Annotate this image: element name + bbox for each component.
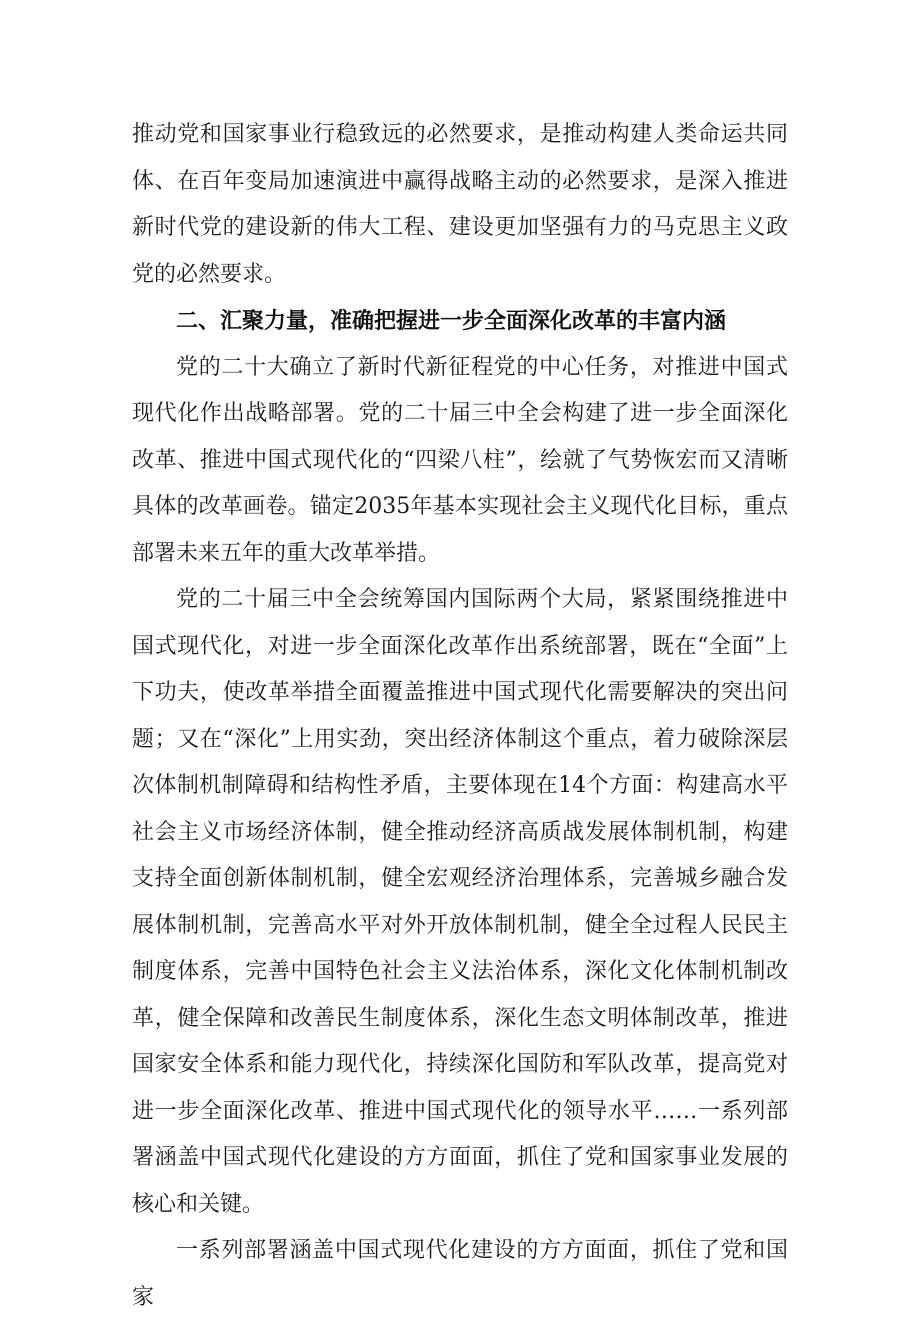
paragraph-central-task: 党的二十大确立了新时代新征程党的中心任务，对推进中国式现代化作出战略部署。党的二十届三中全会构建了进一步全面深化改革、推进中国式现代化的“四梁八柱”，绘就了气势恢宏而又清晰具体的改革画卷。锚定2035年基本实现社会主义现代化目标，重点部署未来五年的重大改革举措。 <box>132 354 788 566</box>
paragraph-tail: 一系列部署涵盖中国式现代化建设的方方面面，抓住了党和国家 <box>132 1238 788 1310</box>
paragraph-continuation: 推动党和国家事业行稳致远的必然要求，是推动构建人类命运共同体、在百年变局加速演进中赢得战略主动的必然要求，是深入推进新时代党的建设新的伟大工程、建设更加坚强有力的马克思主义政党的必然要求。 <box>132 122 788 287</box>
section-heading: 二、汇聚力量，准确把握进一步全面深化改革的丰富内涵 <box>176 308 727 334</box>
document-body <box>132 112 788 1321</box>
paragraph-14-aspects: 党的二十届三中全会统筹国内国际两个大局，紧紧围绕推进中国式现代化，对进一步全面深化改革作出系统部署，既在“全面”上下功夫，使改革举措全面覆盖推进中国式现代化需要解决的突出问题；又在“深化”上用实劲，突出经济体制这个重点，着力破除深层次体制机制障碍和结构性矛盾，主要体现在14个方面：构建高水平社会主义市场经济体制，健全推动经济高质战发展体制机制，构建支持全面创新体制机制，健全宏观经济治理体系，完善城乡融合发展体制机制，完善高水平对外开放体制机制，健全全过程人民民主制度体系，完善中国特色社会主义法治体系，深化文化体制机制改革，健全保障和改善民生制度体系，深化生态文明体制改革，推进国家安全体系和能力现代化，持续深化国防和军队改革，提高党对进一步全面深化改革、推进中国式现代化的领导水平……一系列部署涵盖中国式现代化建设的方方面面，抓住了党和国家事业发展的核心和关键。 <box>132 587 788 1217</box>
